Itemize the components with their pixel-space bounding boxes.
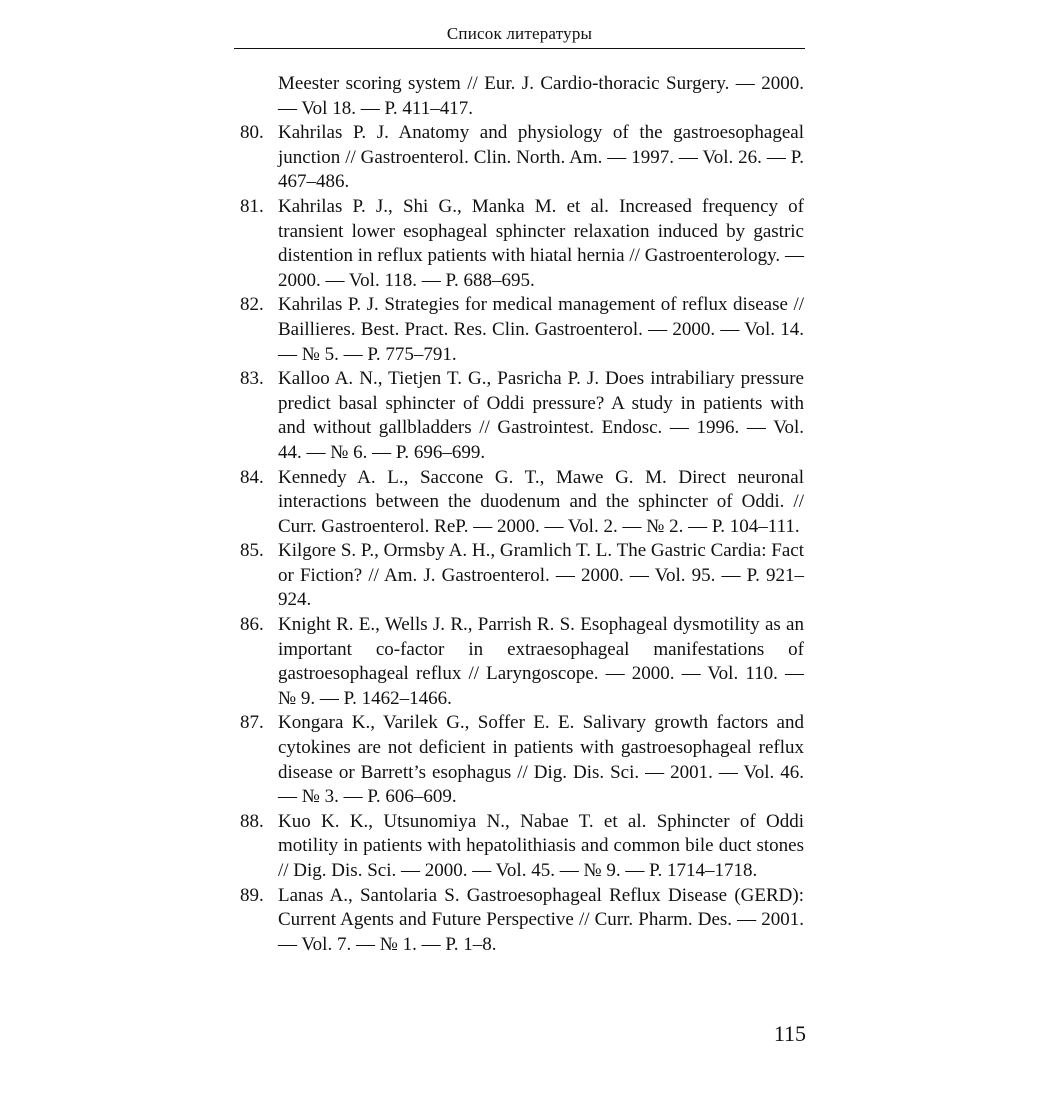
reference-number: 81.: [240, 195, 264, 217]
reference-text: Lanas A., Santolaria S. Gastroesophageal Reflux Disease (GERD): Current Agents and Future Perspective // Curr. Pharm. Des. — 2001. — Vol. 7. — № 1. — P. 1–8.: [278, 884, 804, 955]
page-number: 115: [773, 1021, 806, 1046]
reference-item-85: [234, 539, 804, 613]
reference-text: Kilgore S. P., Ormsby A. H., Gramlich T. L. The Gastric Cardia: Fact or Fiction? // Am. J. Gastroenterol. — 2000. — Vol. 95. — P. 921–924.: [278, 540, 804, 611]
reference-text: Kahrilas P. J., Shi G., Manka M. et al. Increased frequency of transient lower esophageal sphincter relaxation induced by gastric distention in reflux patients with hiatal hernia // Gastroenterology. — 2000. — Vol. 118. — P. 688–695.: [278, 195, 804, 291]
reference-item-86: [234, 613, 804, 711]
reference-text: Kuo K. K., Utsunomiya N., Nabae T. et al. Sphincter of Oddi motility in patients with hepatolithiasis and common bile duct stones // Dig. Dis. Sci. — 2000. — Vol. 45. — № 9. — P. 1714–1718.: [278, 810, 804, 881]
header-rule: [234, 48, 805, 49]
reference-continuation: [234, 72, 804, 121]
reference-item-83: [234, 367, 804, 465]
reference-list: [234, 72, 804, 957]
reference-continuation-text: Meester scoring system // Eur. J. Cardio-thoracic Surgery. — 2000. — Vol 18. — P. 411–417.: [278, 73, 804, 119]
reference-item-81: [234, 195, 804, 293]
reference-item-87: [234, 711, 804, 809]
reference-text: Kahrilas P. J. Anatomy and physiology of the gastroesophageal junction // Gastroenterol. Clin. North. Am. — 1997. — Vol. 26. — P. 467–486.: [278, 122, 804, 193]
reference-item-82: [234, 293, 804, 367]
reference-number: 89.: [240, 884, 264, 906]
reference-number: 88.: [240, 810, 264, 832]
running-header: Список литературы: [446, 24, 593, 43]
reference-item-89: [234, 884, 804, 958]
reference-item-80: [234, 121, 804, 195]
reference-item-84: [234, 466, 804, 540]
reference-number: 84.: [240, 466, 264, 488]
reference-text: Kahrilas P. J. Strategies for medical management of reflux disease // Baillieres. Best. Pract. Res. Clin. Gastroenterol. — 2000. — Vol. 14. — № 5. — P. 775–791.: [278, 294, 804, 365]
reference-number: 86.: [240, 614, 264, 636]
reference-number: 80.: [240, 122, 264, 144]
reference-number: 87.: [240, 712, 264, 734]
reference-number: 82.: [240, 294, 264, 316]
reference-text: Kongara K., Varilek G., Soffer E. E. Salivary growth factors and cytokines are not deficient in patients with gastroesophageal reflux disease or Barrett’s esophagus // Dig. Dis. Sci. — 2001. — Vol. 46. — № 3. — P. 606–609.: [278, 712, 804, 808]
reference-text: Knight R. E., Wells J. R., Parrish R. S. Esophageal dysmotility as an important co-factor in extraesophageal manifestations of gastroesophageal reflux // Laryngoscope. — 2000. — Vol. 110. — № 9. — P. 1462–1466.: [278, 614, 804, 709]
reference-number: 83.: [240, 368, 264, 390]
reference-text: Kalloo A. N., Tietjen T. G., Pasricha P. J. Does intrabiliary pressure predict basal sphincter of Oddi pressure? A study in patients with and without gallbladders // Gastrointest. Endosc. — 1996. — Vol. 44. — № 6. — P. 696–699.: [278, 368, 804, 463]
reference-text: Kennedy A. L., Saccone G. T., Mawe G. M. Direct neuronal interactions between the duodenum and the sphincter of Oddi. // Curr. Gastroenterol. ReP. — 2000. — Vol. 2. — № 2. — P. 104–111.: [278, 466, 804, 537]
reference-number: 85.: [240, 540, 264, 562]
reference-item-88: [234, 810, 804, 884]
